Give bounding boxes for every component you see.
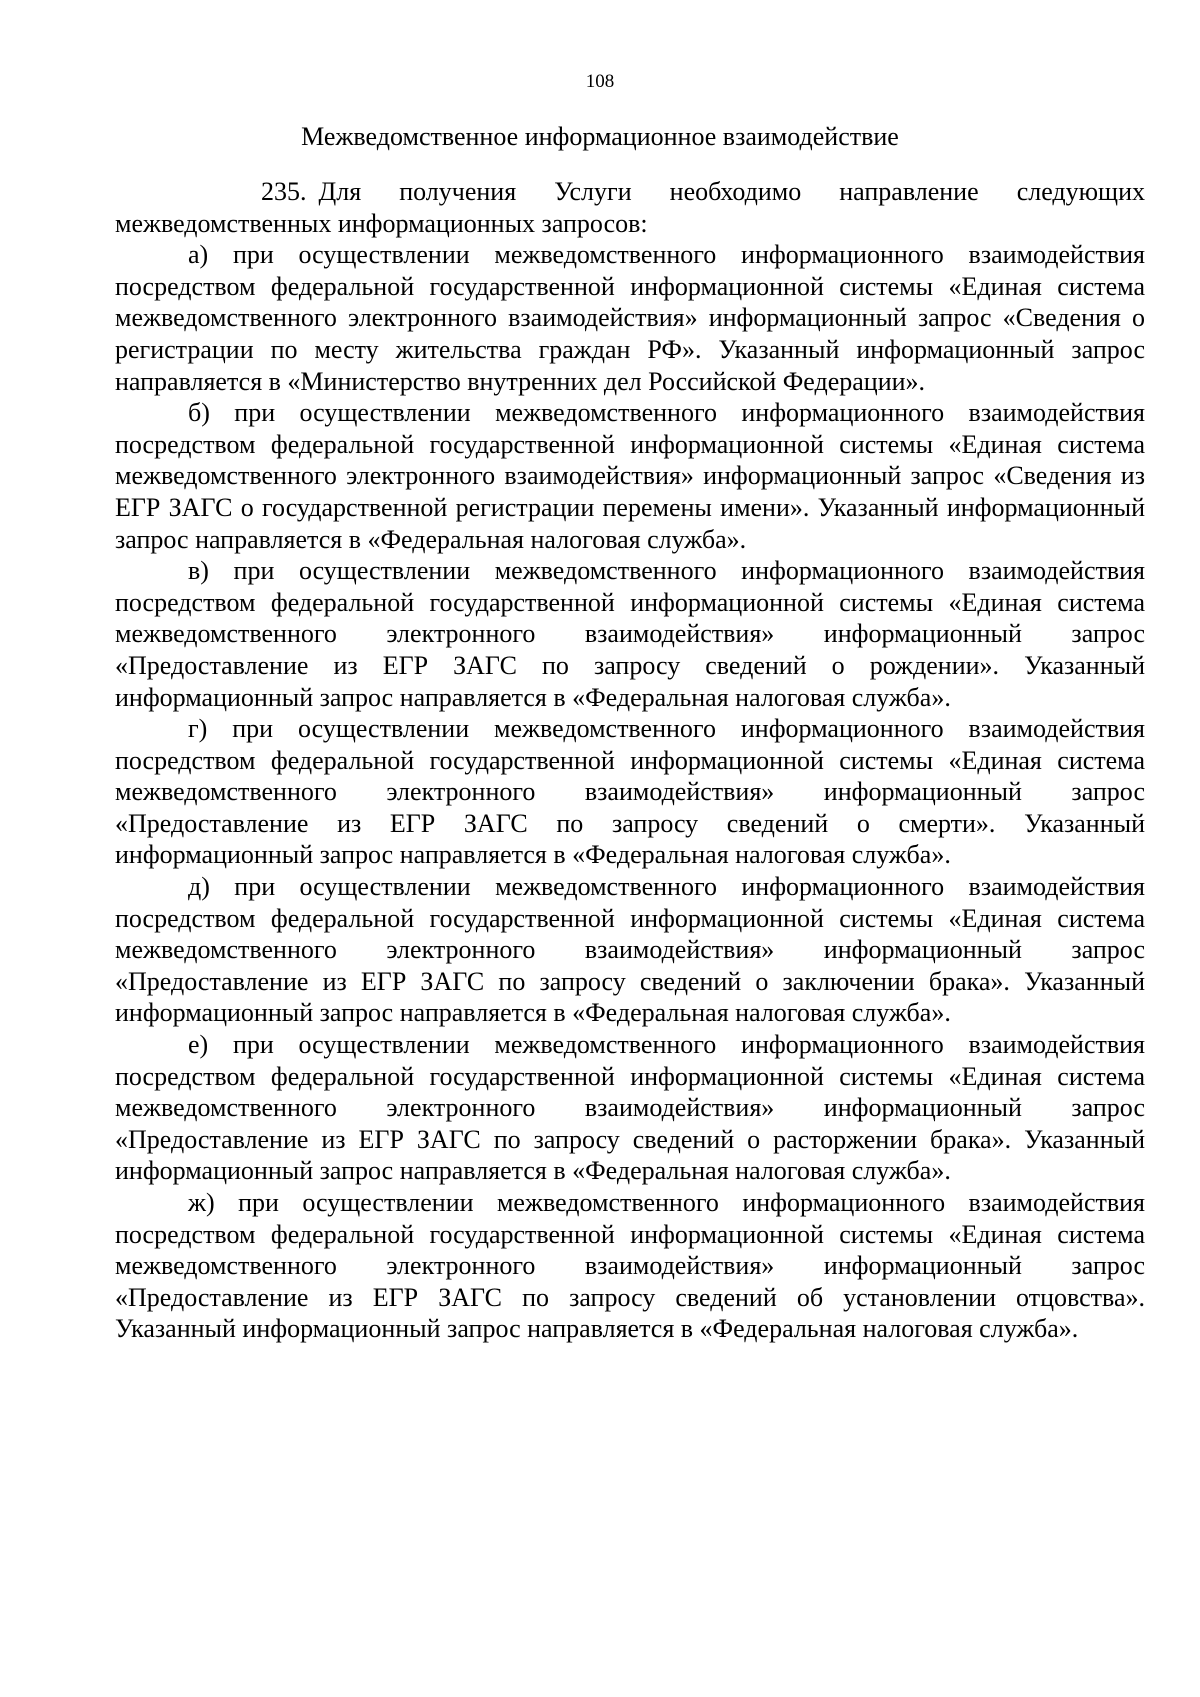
- paragraph-text: Для получения Услуги необходимо направление следующих межведомственных информационных запросов:: [115, 177, 1145, 238]
- section-title: Межведомственное информационное взаимодействие: [301, 122, 899, 151]
- paragraph-number: 235.: [261, 177, 307, 206]
- list-item-v: в) при осуществлении межведомственного информационного взаимодействия посредством федеральной государственной информационной системы «Единая система межведомственного электронного взаимодействия» информационный запрос «Предоставление из ЕГР ЗАГС по запросу сведений о рождении». Указанный информационный запрос направляется в «Федеральная налоговая служба».: [115, 556, 1145, 712]
- list-item-a: а) при осуществлении межведомственного информационного взаимодействия посредством федеральной государственной информационной системы «Единая система межведомственного электронного взаимодействия» информационный запрос «Сведения о регистрации по месту жительства граждан РФ». Указанный информационный запрос направляется в «Министерство внутренних дел Российской Федерации».: [115, 240, 1145, 396]
- list-item-b: б) при осуществлении межведомственного информационного взаимодействия посредством федеральной государственной информационной системы «Единая система межведомственного электронного взаимодействия» информационный запрос «Сведения из ЕГР ЗАГС о государственной регистрации перемены имени». Указанный информационный запрос направляется в «Федеральная налоговая служба».: [115, 398, 1145, 554]
- page-number: 108: [585, 71, 615, 92]
- list-item-zh: ж) при осуществлении межведомственного информационного взаимодействия посредством федеральной государственной информационной системы «Единая система межведомственного электронного взаимодействия» информационный запрос «Предоставление из ЕГР ЗАГС по запросу сведений об установлении отцовства». Указанный информационный запрос направляется в «Федеральная налоговая служба».: [115, 1188, 1145, 1344]
- list-item-g: г) при осуществлении межведомственного информационного взаимодействия посредством федеральной государственной информационной системы «Единая система межведомственного электронного взаимодействия» информационный запрос «Предоставление из ЕГР ЗАГС по запросу сведений о смерти». Указанный информационный запрос направляется в «Федеральная налоговая служба».: [115, 714, 1145, 870]
- list-item-d: д) при осуществлении межведомственного информационного взаимодействия посредством федеральной государственной информационной системы «Единая система межведомственного электронного взаимодействия» информационный запрос «Предоставление из ЕГР ЗАГС по запросу сведений о заключении брака». Указанный информационный запрос направляется в «Федеральная налоговая служба».: [115, 872, 1145, 1028]
- paragraph-235: [115, 176, 1145, 239]
- document-body: [115, 176, 1145, 1345]
- list-item-e: е) при осуществлении межведомственного информационного взаимодействия посредством федеральной государственной информационной системы «Единая система межведомственного электронного взаимодействия» информационный запрос «Предоставление из ЕГР ЗАГС по запросу сведений о расторжении брака». Указанный информационный запрос направляется в «Федеральная налоговая служба».: [115, 1030, 1145, 1186]
